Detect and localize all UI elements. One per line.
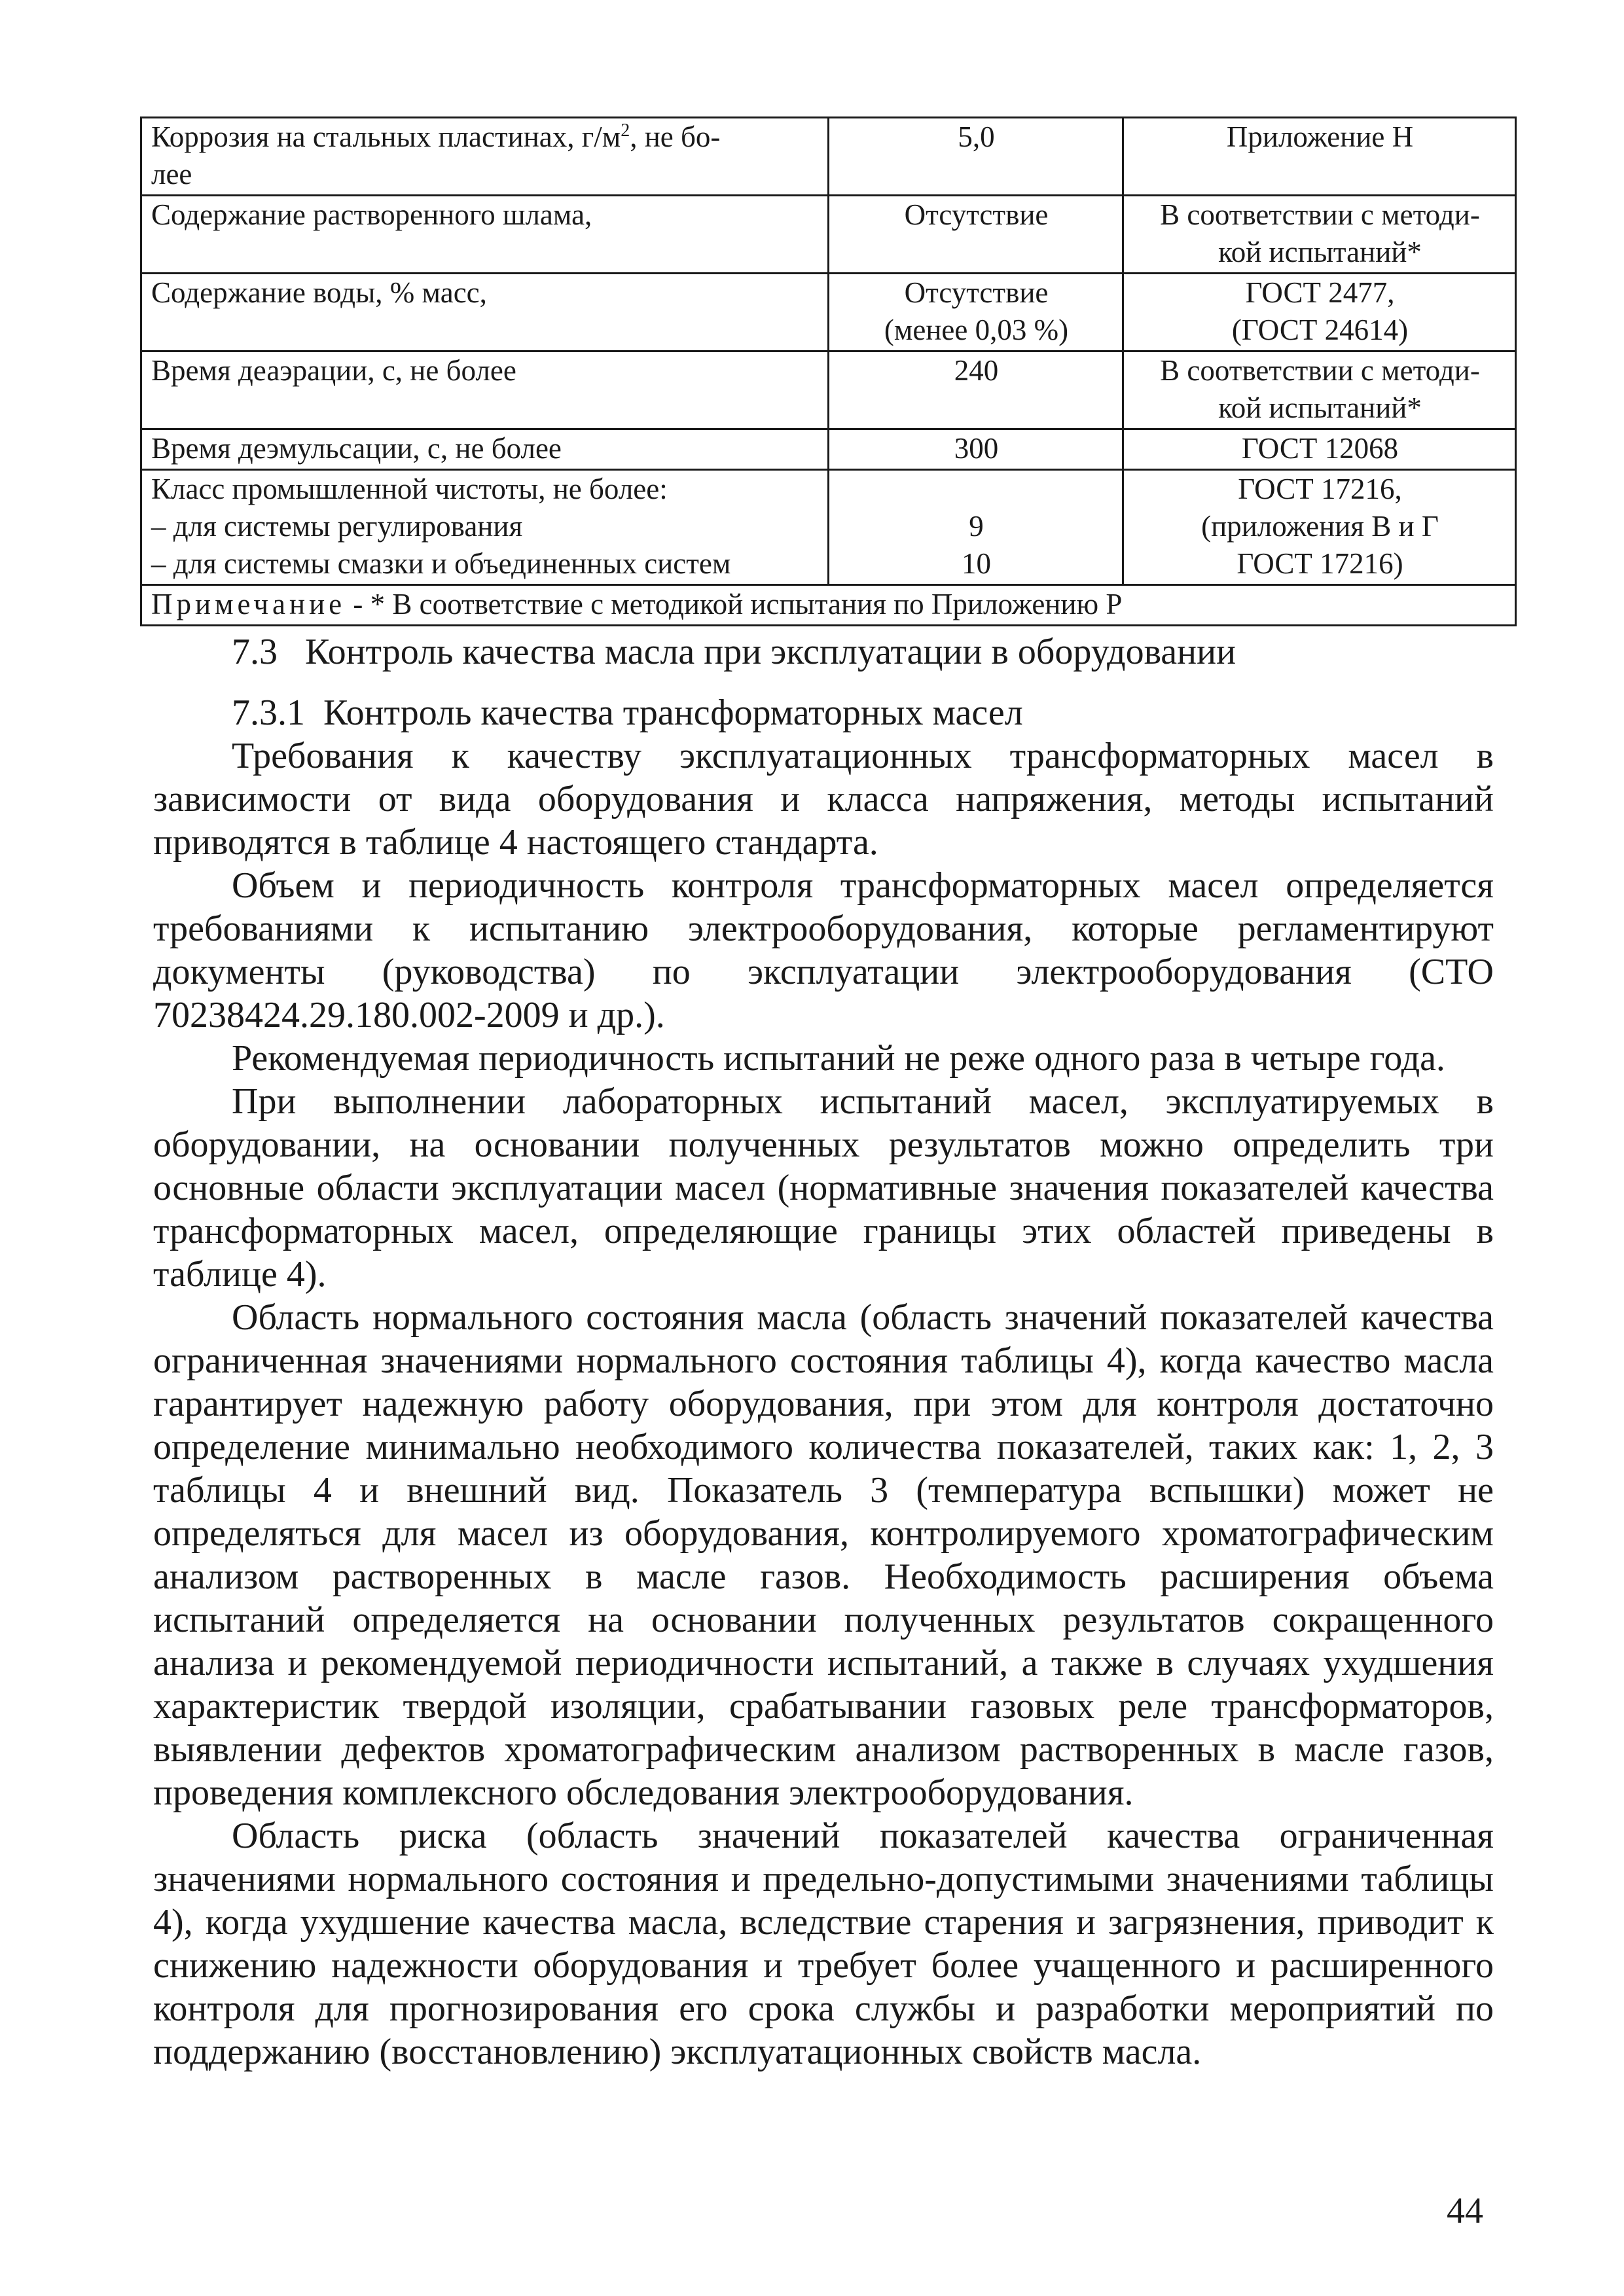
method-cell: В соответствии с методи- кой испытаний* — [1123, 196, 1516, 274]
param-cell: Содержание растворенного шлама, — [141, 196, 829, 274]
table-row — [141, 274, 1516, 351]
value-cell: 5,0 — [829, 118, 1123, 196]
method-cell: В соответствии с методи- кой испытаний* — [1123, 351, 1516, 429]
table-row — [141, 470, 1516, 585]
body-text — [153, 734, 1494, 2073]
value-cell: 300 — [829, 429, 1123, 470]
value-cell: Отсутствие — [829, 196, 1123, 274]
param-cell: Время деэмульсации, с, не более — [141, 429, 829, 470]
value-cell: 9 10 — [829, 470, 1123, 585]
param-cell: Время деаэрации, с, не более — [141, 351, 829, 429]
param-cell: Коррозия на стальных пластинах, $г/м^2$, не бо- лее — [141, 118, 829, 196]
table-row — [141, 196, 1516, 274]
param-cell: Содержание воды, % масс, — [141, 274, 829, 351]
table-note-row — [141, 585, 1516, 626]
method-cell: Приложение Н — [1123, 118, 1516, 196]
paragraph: Объем и периодичность контроля трансформаторных масел определяется требованиями к испытанию электрооборудования, которые регламентируют документы (руководства) по эксплуатации электрооборудования (СТО 70238424.29.180.002-2009 и др.). — [153, 865, 1494, 1035]
method-cell: ГОСТ 17216, (приложения В и Г ГОСТ 17216) — [1123, 470, 1516, 585]
paragraph: При выполнении лабораторных испытаний масел, эксплуатируемых в оборудовании, на основании полученных результатов можно определить три основные области эксплуатации масел (нормативные значения показателей качества трансформаторных масел, определяющие границы этих областей приведены в таблице 4). — [153, 1081, 1494, 1295]
section-heading-7-3-1: 7.3.1 Контроль качества трансформаторных масел — [232, 692, 1023, 733]
table-row — [141, 429, 1516, 470]
method-cell: ГОСТ 2477, (ГОСТ 24614) — [1123, 274, 1516, 351]
page-number: 44 — [1447, 2191, 1483, 2231]
method-cell: ГОСТ 12068 — [1123, 429, 1516, 470]
note-text: - * В соответствие с методикой испытания по Приложению Р — [346, 588, 1123, 620]
value-cell: 240 — [829, 351, 1123, 429]
section-heading-7-3: 7.3 Контроль качества масла при эксплуатации в оборудовании — [232, 632, 1236, 672]
table-row — [141, 118, 1516, 196]
spec-table — [140, 117, 1517, 626]
paragraph: Рекомендуемая периодичность испытаний не реже одного раза в четыре года. — [232, 1038, 1445, 1079]
param-cell: Класс промышленной чистоты, не более: – для системы регулирования – для системы смазки и объединенных систем — [141, 470, 829, 585]
table-note — [141, 585, 1516, 626]
paragraph: Область нормального состояния масла (область значений показателей качества ограниченная значениями нормального состояния таблицы 4), когда качество масла гарантирует надежную работу оборудования, при этом для контроля достаточно определение минимально необходимого количества показателей, таких как: 1, 2, 3 таблицы 4 и внешний вид. Показатель 3 (температура вспышки) может не определяться для масел из оборудования, контролируемого хроматографическим анализом растворенных в масле газов. Необходимость расширения объема испытаний определяется на основании полученных результатов сокращенного анализа и рекомендуемой периодичности испытаний, а также в случаях ухудшения характеристик твердой изоляции, срабатывании газовых реле трансформаторов, выявлении дефектов хроматографическим анализом растворенных в масле газов, проведения комплексного обследования электрооборудования. — [153, 1297, 1494, 1813]
paragraph: Требования к качеству эксплуатационных трансформаторных масел в зависимости от вида оборудования и класса напряжения, методы испытаний приводятся в таблице 4 настоящего стандарта. — [153, 736, 1494, 863]
note-label: Примечание — [151, 588, 346, 620]
paragraph: Область риска (область значений показателей качества ограниченная значениями нормального состояния и предельно-допустимыми значениями таблицы 4), когда ухудшение качества масла, вследствие старения и загрязнения, приводит к снижению надежности оборудования и требует более учащенного и расширенного контроля для прогнозирования его срока службы и разработки мероприятий по поддержанию (восстановлению) эксплуатационных свойств масла. — [153, 1816, 1494, 2072]
table-row — [141, 351, 1516, 429]
value-cell: Отсутствие (менее 0,03 %) — [829, 274, 1123, 351]
